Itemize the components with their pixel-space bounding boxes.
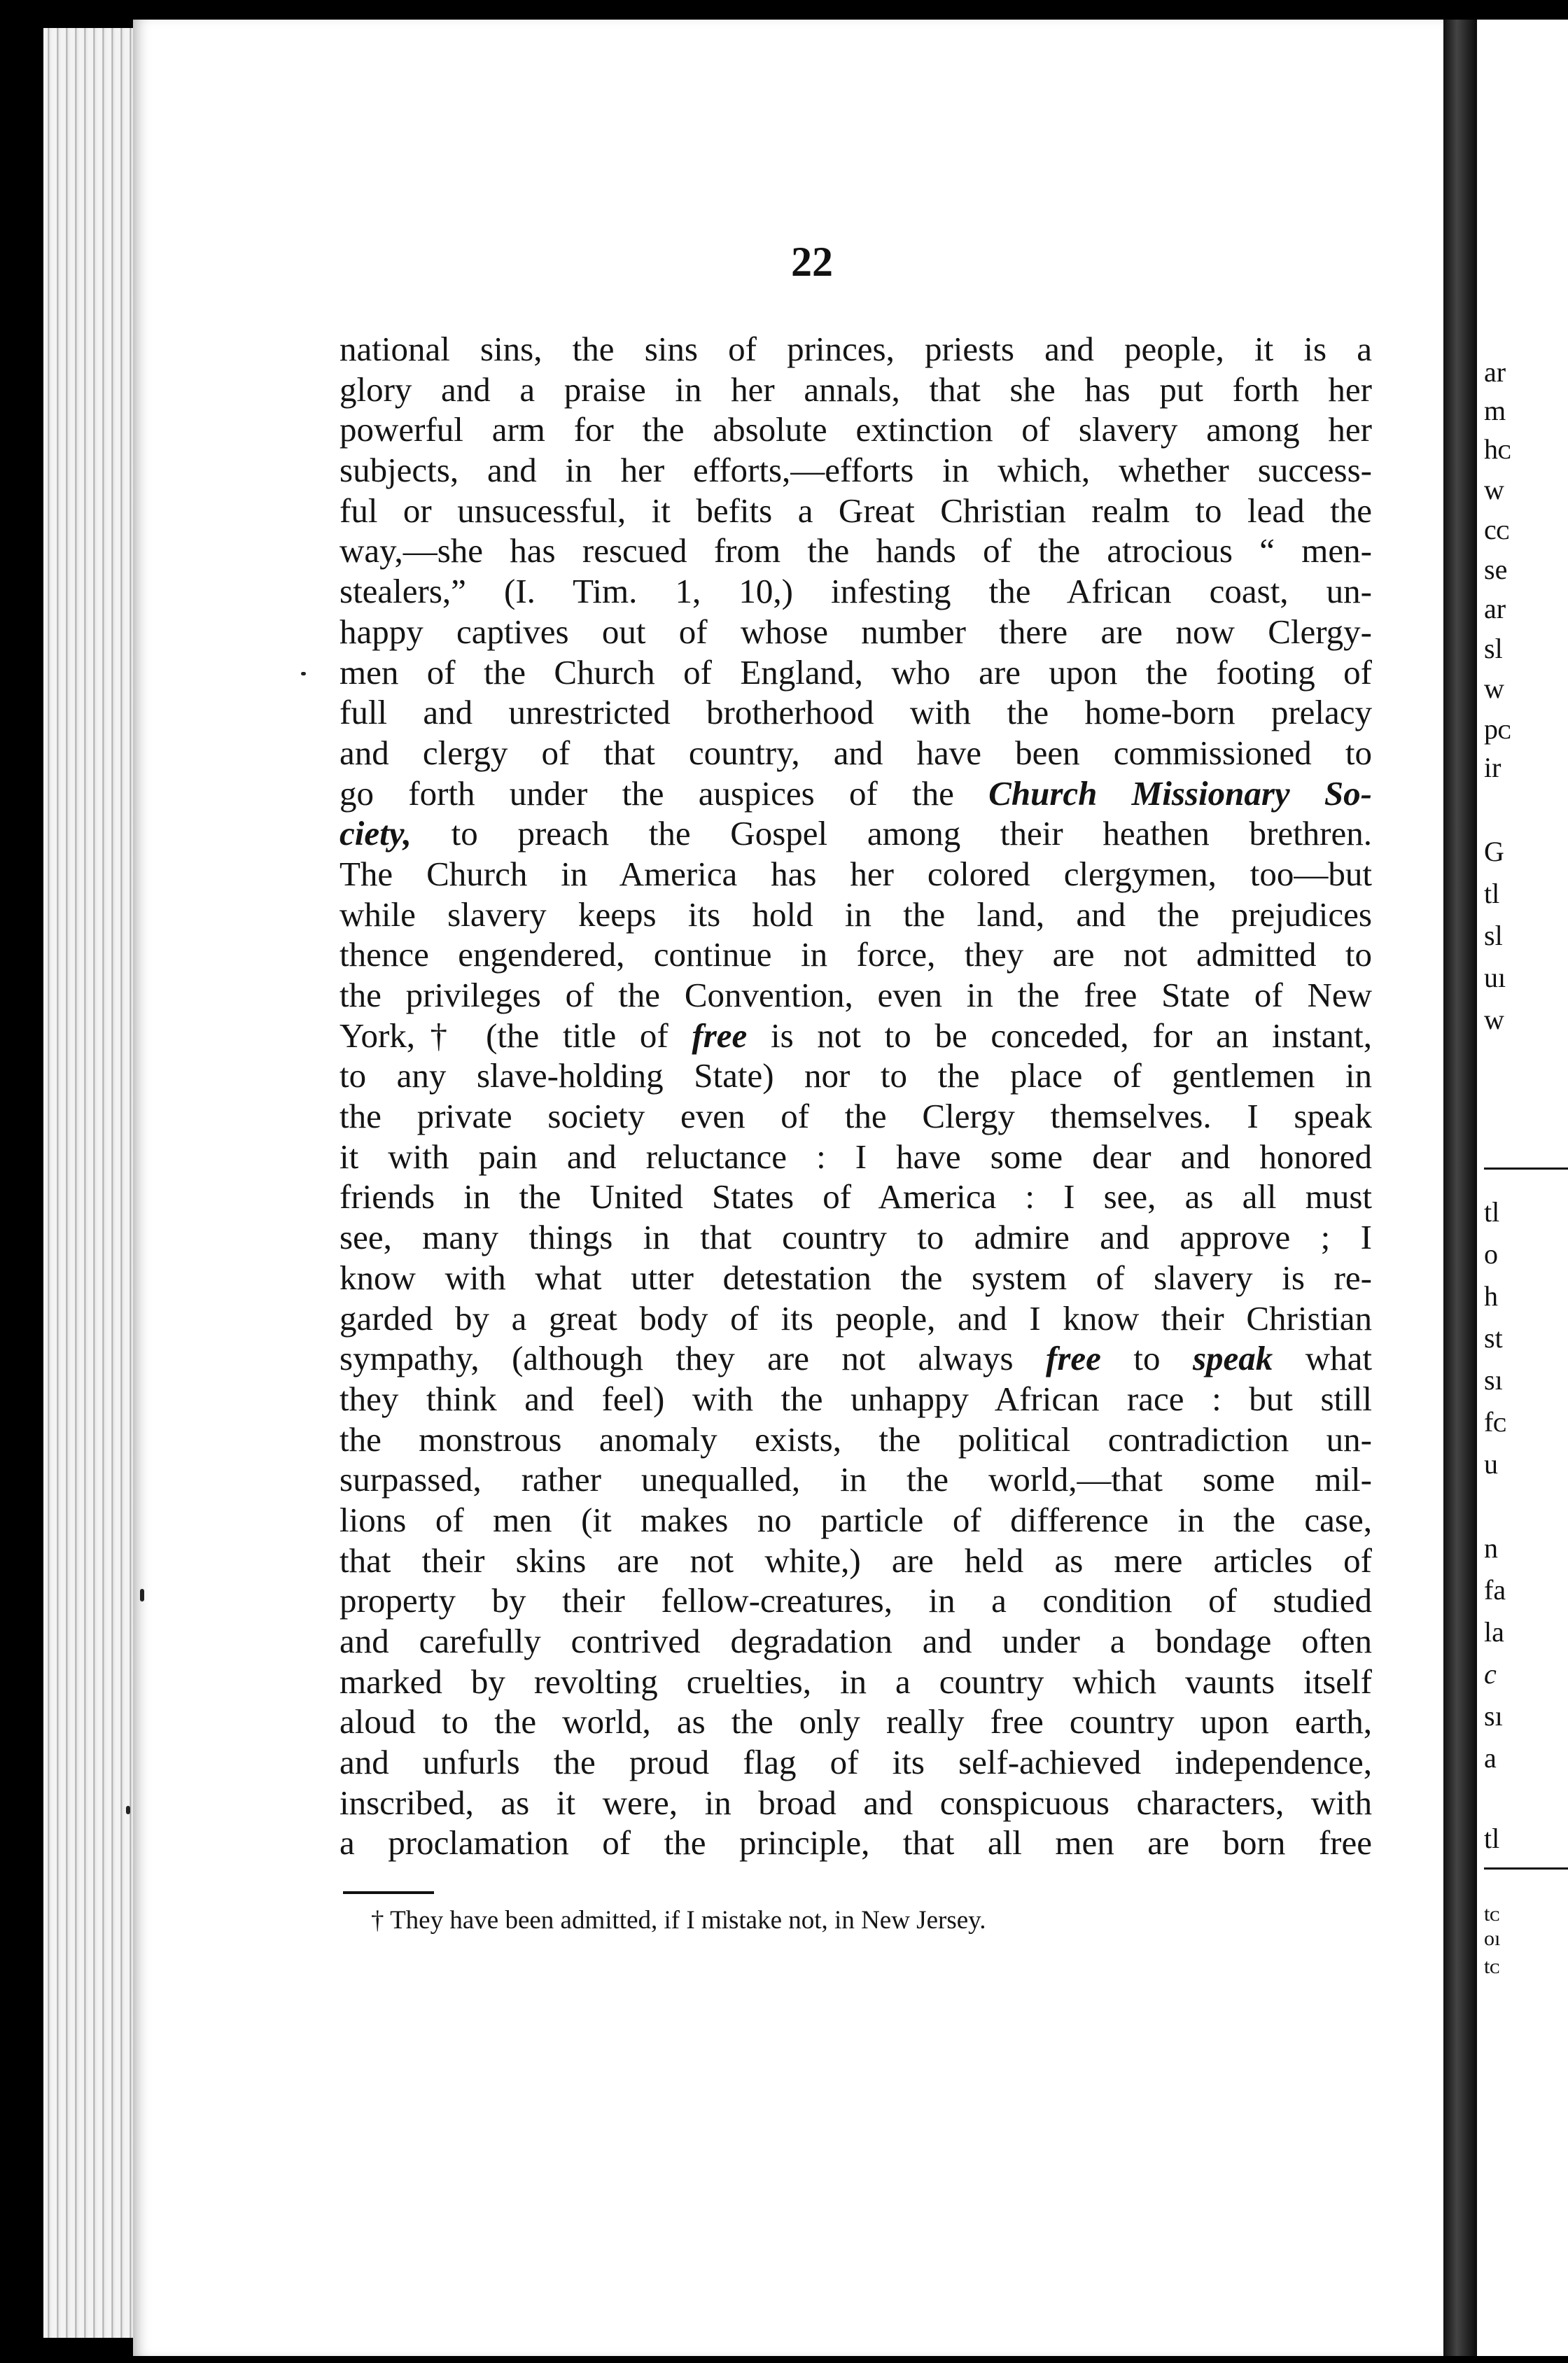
text-line: it with pain and reluctance : I have some dear and honored <box>340 1137 1372 1176</box>
next-page-text: sı <box>1484 1364 1503 1396</box>
text-line: surpassed, rather unequalled, in the world,—that some mil- <box>340 1460 1372 1499</box>
next-page-text: oı <box>1484 1927 1501 1950</box>
next-page-rule <box>1484 1867 1568 1870</box>
body-text <box>340 329 1372 1863</box>
text-line: go forth under the auspices of the Church Missionary So- <box>340 773 1372 813</box>
text-line: thence engendered, continue in force, they are not admitted to <box>340 935 1372 974</box>
text-line: property by their fellow-creatures, in a condition of studied <box>340 1581 1372 1620</box>
next-page-text: sı <box>1484 1700 1503 1732</box>
next-page-rule <box>1484 1168 1568 1170</box>
text-line: subjects, and in her efforts,—efforts in which, whether success- <box>340 451 1372 490</box>
text-line: and clergy of that country, and have been commissioned to <box>340 733 1372 772</box>
next-page-text: hᴄ <box>1484 433 1512 465</box>
next-page-text: c <box>1484 1658 1497 1690</box>
text-line: that their skins are not white,) are held as mere articles of <box>340 1541 1372 1580</box>
ink-speck <box>126 1806 130 1814</box>
text-line: inscribed, as it were, in broad and conspicuous characters, with <box>340 1783 1372 1822</box>
next-page-text: uı <box>1484 962 1506 993</box>
next-page-text: la <box>1484 1616 1504 1648</box>
next-page-text: w <box>1484 673 1504 704</box>
next-page-text: cᴄ <box>1484 514 1510 545</box>
next-page-text: pᴄ <box>1484 713 1512 745</box>
next-page-text: sl <box>1484 633 1503 664</box>
next-page-text: ar <box>1484 356 1506 388</box>
text-line: ciety, to preach the Gospel among their heathen brethren. <box>340 814 1372 853</box>
footnote: † They have been admitted, if I mistake not, in New Jersey. <box>371 1906 986 1935</box>
next-page-text: u <box>1484 1448 1498 1480</box>
stacked-page-edges <box>43 28 141 2338</box>
text-line: to any slave-holding State) nor to the place of gentlemen in <box>340 1056 1372 1095</box>
next-page-text: st <box>1484 1322 1503 1354</box>
text-line: marked by revolting cruelties, in a country which vaunts itself <box>340 1662 1372 1701</box>
text-line: a proclamation of the principle, that all men are born free <box>340 1823 1372 1863</box>
text-line: friends in the United States of America : I see, as all must <box>340 1177 1372 1216</box>
text-line: glory and a praise in her annals, that she has put forth her <box>340 370 1372 409</box>
next-page-text: ar <box>1484 593 1506 624</box>
page-number: 22 <box>791 239 833 285</box>
next-page-text: tl <box>1484 1196 1500 1228</box>
next-page-text: w <box>1484 1004 1504 1035</box>
next-page-text: sl <box>1484 920 1503 951</box>
text-line: lions of men (it makes no particle of difference in the case, <box>340 1500 1372 1539</box>
ink-speck <box>140 1589 144 1601</box>
next-page-fragment <box>1477 20 1568 2356</box>
next-page-text: tl <box>1484 1823 1500 1854</box>
text-line: and carefully contrived degradation and under a bondage often <box>340 1622 1372 1660</box>
next-page-text: n <box>1484 1532 1498 1564</box>
text-line: happy captives out of whose number there are now Clergy- <box>340 612 1372 651</box>
next-page-text: a <box>1484 1742 1497 1774</box>
next-page-text: se <box>1484 554 1508 585</box>
next-page-text: ir <box>1484 752 1502 783</box>
text-line: they think and feel) with the unhappy African race : but still <box>340 1379 1372 1418</box>
text-line: stealers,” (I. Tim. 1, 10,) infesting the African coast, un- <box>340 572 1372 611</box>
text-line: garded by a great body of its people, and I know their Christian <box>340 1298 1372 1338</box>
text-line: way,—she has rescued from the hands of the atrocious “ men- <box>340 531 1372 570</box>
next-page-text: tᴄ <box>1484 1955 1500 1978</box>
text-line: the privileges of the Convention, even in the free State of New <box>340 976 1372 1014</box>
next-page-text: G <box>1484 836 1504 867</box>
next-page-text: tᴄ <box>1484 1902 1500 1926</box>
text-line: national sins, the sins of princes, priests and people, it is a <box>340 330 1372 368</box>
text-line: The Church in America has her colored clergymen, too—but <box>340 854 1372 893</box>
text-line: powerful arm for the absolute extinction of slavery among her <box>340 410 1372 449</box>
next-page-text: o <box>1484 1238 1498 1270</box>
ink-speck <box>301 672 306 675</box>
text-line: the private society even of the Clergy themselves. I speak <box>340 1097 1372 1136</box>
book-gutter <box>1443 20 1477 2356</box>
text-line: York,† (the title of free is not to be conceded, for an instant, <box>340 1016 1372 1055</box>
text-line: aloud to the world, as the only really free country upon earth, <box>340 1702 1372 1741</box>
next-page-text: w <box>1484 474 1504 505</box>
text-line: ful or unsucessful, it befits a Great Christian realm to lead the <box>340 491 1372 530</box>
next-page-text: h <box>1484 1280 1498 1312</box>
text-line: know with what utter detestation the system of slavery is re- <box>340 1258 1372 1297</box>
next-page-text: fa <box>1484 1574 1506 1606</box>
footnote-rule <box>343 1891 434 1894</box>
text-line: men of the Church of England, who are upon the footing of <box>340 652 1372 692</box>
text-line: sympathy, (although they are not always free to speak what <box>340 1339 1373 1378</box>
next-page-text: tl <box>1484 878 1500 909</box>
next-page-text: m <box>1484 395 1506 426</box>
text-line: while slavery keeps its hold in the land, and the prejudices <box>340 895 1372 934</box>
text-line: the monstrous anomaly exists, the political contradiction un- <box>340 1419 1372 1459</box>
text-line: see, many things in that country to admire and approve ; I <box>340 1218 1372 1257</box>
next-page-text: fᴄ <box>1484 1406 1507 1438</box>
text-line: and unfurls the proud flag of its self-achieved independence, <box>340 1743 1372 1782</box>
text-line: full and unrestricted brotherhood with the home-born prelacy <box>340 693 1372 732</box>
